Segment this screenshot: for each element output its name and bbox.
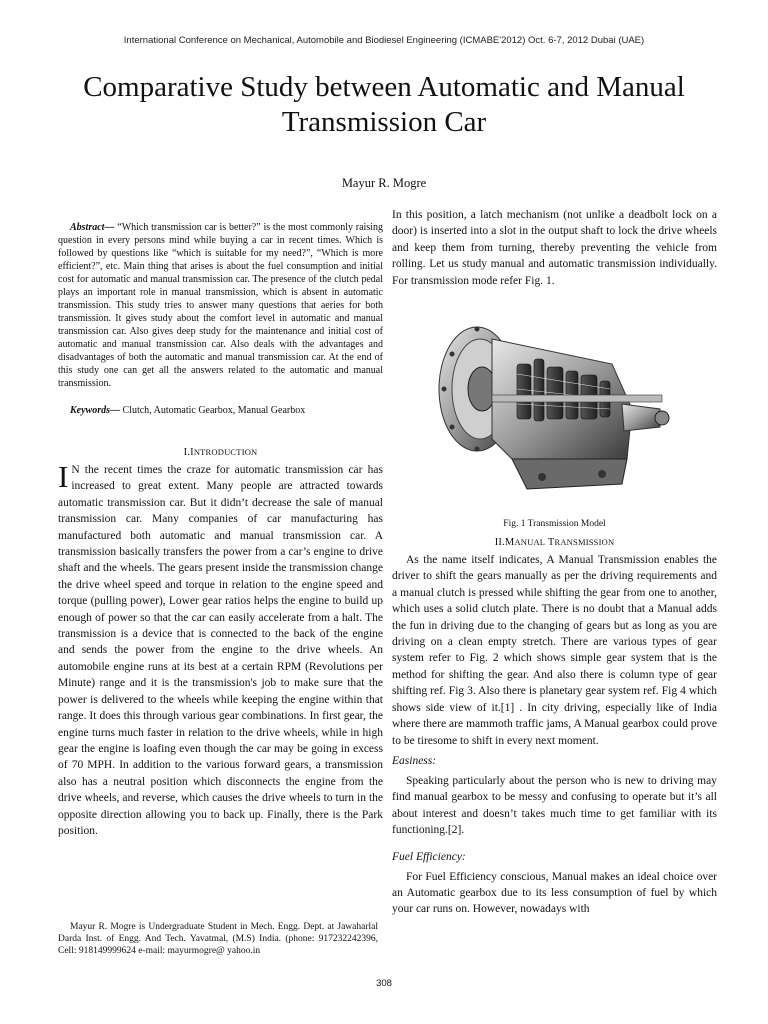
section-number: I. xyxy=(183,447,191,458)
author-name: Mayur R. Mogre xyxy=(341,176,427,190)
right-intro-text: In this position, a latch mechanism (not unlike a deadbolt lock on a door) is inserted into a slot in the output shaft to lock the drive wheels and keep them from turning, thereby preventing the vehicle from rolling. Let us study manual and automatic transmission individually. For transmission mode refer Fig. 1. xyxy=(392,209,717,287)
easiness-text: Speaking particularly about the person who is new to driving may find manual gearbox to be messy and confusing to operate but it’s all about interest and doesn’t takes much time to get familiar with its functioning.[2]. xyxy=(392,774,717,837)
transmission-model-image xyxy=(432,309,672,509)
drop-cap: I xyxy=(58,459,69,494)
section-heading-manual-transmission xyxy=(392,537,717,548)
abstract-text: “Which transmission car is better?” is the most commonly raising question in every persons mind while buying a car in recent times. Which is followed by questions like “which is suitable for my need?”, “Which is more efficient?”, etc. Main thing that arises is about the fuel consumption and initial cost for automatic and manual transmission car. The presence of the clutch pedal plays an important role in manual transmission, which is absent in automatic transmission. This study tries to answer many questions that aeries for both transmission. It gives study about the comfort level in automatic and manual transmission car. Also gives deep study for the maintenance and initial cost of automatic and manual transmission car. Also deals with the advantages and disadvantages of both the automatic and manual transmission car. At the end of this study one can get all the answers related to the automatic and manual transmission. xyxy=(58,222,383,389)
fuel-efficiency-text: For Fuel Efficiency conscious, Manual makes an ideal choice over an Automatic gearbox due to its less consumption of fuel by which your car runs on. However, nowadays with xyxy=(392,870,717,916)
fuel-efficiency-heading: Fuel Efficiency: xyxy=(392,850,466,863)
conference-header: International Conference on Mechanical, Automobile and Biodiesel Engineering (ICMABE'2012) Oct. 6-7, 2012 Dubai (UAE) xyxy=(123,35,645,46)
section-number: II. xyxy=(494,537,505,549)
abstract xyxy=(58,221,383,390)
section-rest: NTRODUCTION xyxy=(193,447,258,457)
left-column xyxy=(58,207,383,839)
easiness-heading: Easiness: xyxy=(392,754,437,767)
word1-rest: ANUAL xyxy=(514,537,546,548)
right-column xyxy=(392,207,717,918)
introduction-body: N the recent times the craze for automatic transmission car has increased to great extent. Many people are attracted towards automatic transmission car. But it didn’t decrease the sale of manual transmission car. Many companies of car manufacturing has manufactured both automatic and manual transmission car. A transmission basically transfers the power from a car’s engine to drive shaft and the wheels. The gears present inside the transmission change the drive wheel speed and torque in relation to the engine speed and torque (pulling power), Lower gear ratios helps the engine to build up enough of power so that the car can easily accelerate from a halt. The transmission is a device that is connected to the back of the engine and sends the power from the engine to the drive wheels. An automobile engine runs at its best at a certain RPM (Revolutions per Minute) range and it is the transmission's job to make sure that the power is delivered to the wheels while keeping the engine within that range. It does this through various gear combinations. In first gear, the engine turns much faster in relation to the drive wheels, while in high gear the engine is loafing even though the car may be going in excess of 70 MPH. In addition to the various forward gears, a transmission also has a neutral position which disconnects the engine from the drive wheels, and reverse, which causes the drive wheels to turn in the opposite direction allowing you to back up. Finally, there is the Park position. xyxy=(58,464,383,837)
word2-rest: RANSMISSION xyxy=(554,537,615,548)
figure-caption: Fig. 1 Transmission Model xyxy=(503,519,606,530)
introduction-text xyxy=(58,459,383,839)
page-number: 308 xyxy=(376,978,392,989)
transmission-figure xyxy=(392,309,717,509)
word1-initial: M xyxy=(504,537,515,549)
word2-initial: T xyxy=(547,537,555,549)
section-initial: I xyxy=(190,447,194,458)
author-footnote: Mayur R. Mogre is Undergraduate Student in Mech. Engg. Dept. at Jawaharlal Darda Inst. of Engg. And Tech. Yavatmal, (M.S) India. (phone: 917232242396, Cell: 918149999624 e-mail: mayurmogre@ yahoo.in xyxy=(58,922,378,956)
paper-title: Comparative Study between Automatic and Manual Transmission Car xyxy=(83,71,685,138)
keywords xyxy=(58,404,383,417)
section-heading-introduction xyxy=(58,447,383,458)
keywords-label: Keywords— xyxy=(70,405,120,416)
keywords-text: Clutch, Automatic Gearbox, Manual Gearbox xyxy=(120,405,306,416)
abstract-label: Abstract— xyxy=(70,222,115,233)
manual-transmission-text: As the name itself indicates, A Manual Transmission enables the driver to shift the gears manually as per the driving requirements and a manual clutch is pressed while shifting the gear from one to another, which uses a solid clutch plate. There is no doubt that a Manual adds the fun in driving due to the changing of gears but as long as you are driving on a clean empty stretch. There are various types of gear system refer to Fig. 2 which shows simple gear system that is the method for shifting the gear. And also there is column type of gear shifting ref. Fig 3. Also there is planetary gear system ref. Fig 4 which shows side view of it.[1] . In city driving, especially like of India where there are mammoth traffic jams, A Manual gearbox could prove to be tiresome to shift in every next moment. xyxy=(392,554,717,747)
